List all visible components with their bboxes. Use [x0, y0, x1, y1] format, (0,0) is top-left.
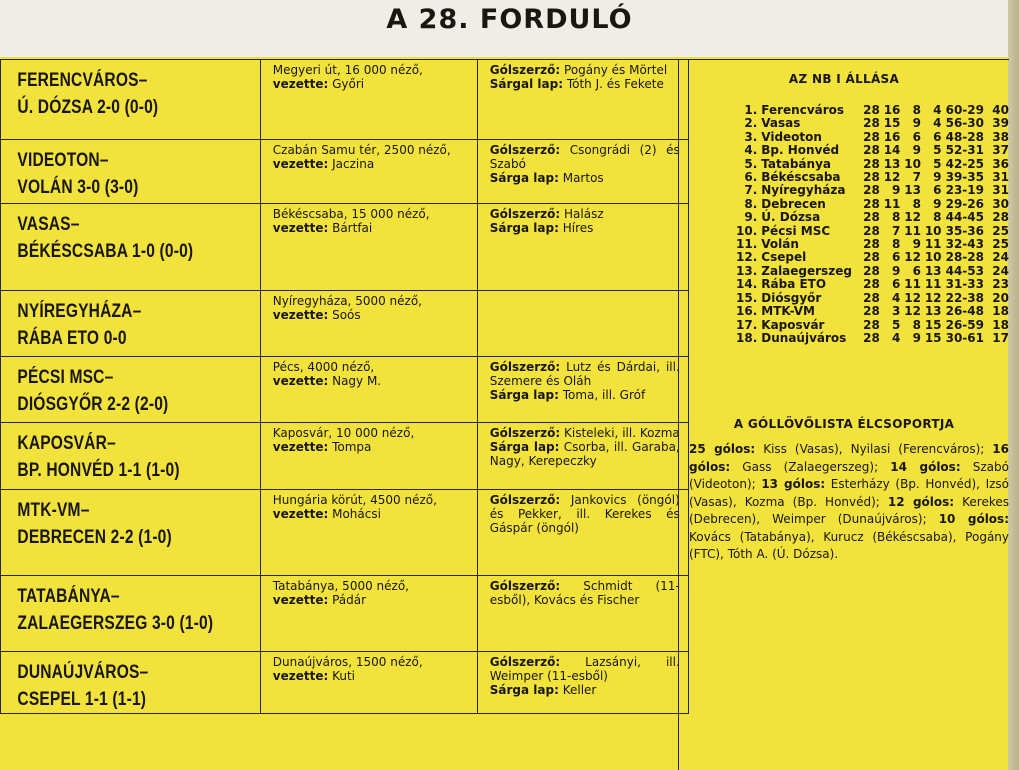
losses: 13	[924, 304, 942, 319]
played: 28	[863, 250, 880, 265]
draws: 12	[904, 290, 921, 305]
referee-name: Pádár	[332, 593, 367, 607]
cards-text: Tóth J. és Fekete	[566, 77, 664, 91]
losses: 15	[924, 330, 942, 345]
draws: 12	[904, 304, 921, 319]
match-line-1: KAPOSVÁR–	[17, 433, 116, 454]
referee-label: vezette:	[272, 308, 329, 322]
goal-diff: 30-61	[945, 330, 984, 345]
page-title: A 28. FORDULÓ	[386, 4, 633, 35]
referee-name: Soós	[332, 308, 361, 322]
wins: 16	[883, 129, 901, 144]
losses: 8	[933, 210, 942, 225]
wins: 3	[892, 304, 901, 319]
match-row	[1, 140, 689, 204]
referee-name: Tompa	[332, 440, 372, 454]
scorers-cell	[477, 490, 688, 576]
scorers-cell	[477, 204, 688, 291]
match-cell	[1, 291, 261, 357]
cards-label: Sárga lap:	[489, 440, 560, 454]
referee-name: Kuti	[332, 669, 356, 683]
match-cell	[1, 576, 261, 652]
match-line-2: VOLÁN 3-0 (3-0)	[17, 177, 139, 198]
match-row	[1, 60, 689, 140]
played: 28	[863, 237, 880, 252]
scorer-goal-count: 13 gólos:	[761, 477, 826, 491]
losses: 10	[924, 250, 942, 265]
team-name: Békéscsaba	[761, 170, 841, 185]
points: 37	[992, 143, 1009, 158]
venue-text: Hungária körút, 4500 néző,	[272, 493, 437, 507]
goals-label: Gólszerző:	[489, 579, 561, 593]
scorer-goal-count: 10 gólos:	[938, 512, 1009, 526]
played: 28	[863, 263, 880, 278]
wins: 4	[892, 290, 901, 305]
cards-label: Sárga lap:	[489, 171, 559, 185]
match-row	[1, 291, 689, 357]
draws: 7	[912, 170, 921, 185]
scorers-text	[689, 441, 1009, 564]
wins: 12	[883, 170, 901, 185]
draws: 12	[904, 210, 921, 225]
match-row	[1, 423, 689, 490]
points: 38	[992, 129, 1009, 144]
match-cell	[1, 490, 261, 576]
goal-diff: 28-28	[945, 250, 984, 265]
cards-text: Csorba, ill. Garaba, Nagy, Kerepeczky	[489, 440, 680, 468]
match-line-2: BP. HONVÉD 1-1 (1-0)	[17, 460, 180, 481]
scorers-cell	[477, 357, 688, 423]
match-line-1: VIDEOTON–	[17, 150, 109, 171]
goals-label: Gólszerző:	[489, 143, 561, 157]
standings-row	[736, 158, 1009, 171]
venue-cell	[260, 204, 477, 291]
team-name: Debrecen	[761, 196, 826, 211]
wins: 9	[892, 183, 901, 198]
losses: 11	[924, 237, 942, 252]
wins: 6	[892, 277, 901, 292]
draws: 9	[912, 143, 921, 158]
standings-row	[736, 292, 1009, 305]
rank: 5.	[744, 156, 758, 171]
goals-text: Schmidt (11-esből), Kovács és Fischer	[489, 579, 680, 607]
venue-cell	[260, 652, 477, 714]
team-name: Bp. Honvéd	[761, 143, 840, 158]
referee-label: vezette:	[272, 593, 329, 607]
points: 20	[992, 290, 1009, 305]
cards-text: Toma, ill. Gróf	[562, 388, 646, 402]
referee-label: vezette:	[272, 77, 329, 91]
scorers-cell	[477, 652, 688, 714]
rank: 3.	[744, 129, 758, 144]
team-name: Ferencváros	[761, 103, 845, 117]
played: 28	[863, 183, 880, 198]
match-line-2: DIÓSGYŐR 2-2 (2-0)	[17, 394, 169, 415]
rank: 9.	[744, 210, 758, 225]
match-line-2: BÉKÉSCSABA 1-0 (0-0)	[17, 241, 194, 262]
wins: 11	[883, 196, 901, 211]
referee-label: vezette:	[272, 669, 329, 683]
venue-text: Kaposvár, 10 000 néző,	[272, 426, 415, 440]
goal-diff: 23-19	[945, 183, 984, 198]
rank: 7.	[744, 183, 758, 198]
played: 28	[863, 317, 880, 332]
team-name: Videoton	[761, 129, 822, 144]
referee-label: vezette:	[272, 440, 329, 454]
wins: 8	[892, 210, 901, 225]
points: 25	[992, 237, 1009, 252]
goal-diff: 35-36	[945, 223, 984, 238]
match-line-2: RÁBA ETO 0-0	[17, 328, 127, 349]
goal-diff: 32-43	[945, 237, 984, 252]
played: 28	[863, 129, 880, 144]
rank: 17.	[736, 317, 758, 332]
rank: 13.	[736, 263, 758, 278]
losses: 15	[924, 317, 942, 332]
points: 31	[992, 183, 1009, 198]
standings-row	[736, 171, 1009, 184]
wins: 4	[892, 330, 901, 345]
match-line-1: NYÍREGYHÁZA–	[17, 301, 142, 322]
match-cell	[1, 60, 261, 140]
goal-diff: 60-29	[945, 103, 984, 117]
standings-row	[736, 319, 1009, 332]
goals-label: Gólszerző:	[489, 63, 561, 77]
cards-text: Keller	[562, 683, 597, 697]
scorer-goal-count: 25 gólos:	[689, 442, 756, 456]
venue-text: Tatabánya, 5000 néző,	[272, 579, 409, 593]
results-table	[0, 59, 689, 714]
venue-cell	[260, 576, 477, 652]
wins: 15	[883, 116, 901, 131]
losses: 10	[924, 223, 942, 238]
wins: 16	[883, 103, 901, 117]
venue-text: Czabán Samu tér, 2500 néző,	[272, 143, 451, 157]
losses: 9	[933, 170, 942, 185]
venue-cell	[260, 140, 477, 204]
team-name: Zalaegerszeg	[761, 263, 852, 278]
losses: 11	[924, 277, 942, 292]
losses: 4	[933, 116, 942, 131]
standings-row	[736, 211, 1009, 224]
venue-cell	[260, 490, 477, 576]
scorer-goal-count: 12 gólos:	[887, 494, 955, 509]
goals-text: Lazsányi, ill. Weimper (11-esből)	[489, 655, 680, 683]
scorer-names: Kerekes (Debrecen), Weimper (Dunaújváros);	[689, 494, 1009, 526]
goal-diff: 26-48	[945, 304, 984, 319]
played: 28	[863, 170, 880, 185]
draws: 6	[912, 263, 921, 278]
wins: 13	[883, 156, 901, 171]
played: 28	[863, 156, 880, 171]
played: 28	[863, 330, 880, 345]
draws: 9	[912, 116, 921, 131]
team-name: Dunaújváros	[761, 330, 847, 345]
scorers-cell	[477, 576, 688, 652]
scorer-names: Esterházy (Bp. Honvéd), Izsó (Vasas), Kozma (Bp. Honvéd);	[689, 477, 1009, 509]
right-panel	[678, 59, 1009, 770]
standings-table	[736, 104, 1009, 345]
goal-diff: 44-53	[945, 263, 984, 278]
standings-row	[736, 265, 1009, 278]
played: 28	[863, 116, 880, 131]
venue-cell	[260, 60, 477, 140]
rank: 6.	[744, 170, 758, 185]
page-edge	[1008, 0, 1019, 770]
points: 18	[992, 317, 1009, 332]
team-name: Ú. Dózsa	[761, 210, 821, 225]
draws: 9	[912, 237, 921, 252]
goals-label: Gólszerző:	[489, 360, 561, 374]
draws: 11	[904, 277, 921, 292]
goal-diff: 29-26	[945, 196, 984, 211]
draws: 13	[904, 183, 921, 198]
cards-text: Híres	[562, 221, 594, 235]
cards-label: Sárgal lap:	[489, 77, 564, 91]
played: 28	[863, 210, 880, 225]
referee-name: Bártfai	[332, 221, 373, 235]
played: 28	[863, 304, 880, 319]
scorer-goal-count: 14 gólos:	[890, 459, 961, 474]
team-name: Csepel	[761, 250, 807, 265]
goal-diff: 56-30	[945, 116, 984, 131]
wins: 5	[892, 317, 901, 332]
rank: 2.	[744, 116, 758, 131]
goals-label: Gólszerző:	[489, 426, 561, 440]
losses: 5	[933, 156, 942, 171]
losses: 5	[933, 143, 942, 158]
match-line-1: FERENCVÁROS–	[17, 70, 148, 91]
goal-diff: 42-25	[945, 156, 984, 171]
venue-text: Nyíregyháza, 5000 néző,	[272, 294, 422, 308]
goal-diff: 26-59	[945, 317, 984, 332]
played: 28	[863, 290, 880, 305]
standings-title: AZ NB I ÁLLÁSA	[788, 72, 900, 86]
referee-name: Győri	[332, 77, 365, 91]
scorer-names: Szabó (Videoton);	[689, 459, 1009, 491]
team-name: Vasas	[761, 116, 801, 131]
goals-label: Gólszerző:	[489, 655, 561, 669]
referee-label: vezette:	[272, 157, 329, 171]
rank: 11.	[736, 237, 758, 252]
referee-label: vezette:	[272, 507, 329, 521]
points: 28	[992, 210, 1009, 225]
match-row	[1, 357, 689, 423]
draws: 10	[904, 156, 921, 171]
rank: 16.	[736, 304, 758, 319]
referee-label: vezette:	[272, 221, 329, 235]
match-cell	[1, 357, 261, 423]
standings-row	[736, 251, 1009, 264]
referee-name: Jaczina	[332, 157, 375, 171]
played: 28	[863, 103, 880, 117]
venue-text: Pécs, 4000 néző,	[272, 360, 375, 374]
draws: 12	[904, 250, 921, 265]
scorer-names: Gass (Zalaegerszeg);	[730, 459, 891, 474]
wins: 8	[892, 237, 901, 252]
match-line-2: Ú. DÓZSA 2-0 (0-0)	[17, 97, 159, 118]
goal-diff: 39-35	[945, 170, 984, 185]
draws: 11	[904, 223, 921, 238]
match-row	[1, 490, 689, 576]
team-name: Volán	[761, 237, 799, 252]
points: 40	[992, 103, 1009, 117]
rank: 4.	[744, 143, 758, 158]
draws: 6	[912, 129, 921, 144]
cards-label: Sárga lap:	[489, 221, 559, 235]
team-name: Rába ETO	[761, 277, 827, 292]
rank: 14.	[736, 277, 758, 292]
venue-text: Békéscsaba, 15 000 néző,	[272, 207, 430, 221]
standings-row	[736, 144, 1009, 157]
scorers-cell	[477, 423, 688, 490]
referee-label: vezette:	[272, 374, 329, 388]
losses: 12	[924, 290, 942, 305]
venue-cell	[260, 291, 477, 357]
losses: 4	[933, 103, 942, 117]
match-row	[1, 652, 689, 714]
match-line-1: DUNAÚJVÁROS–	[17, 662, 149, 683]
points: 24	[992, 263, 1009, 278]
wins: 7	[892, 223, 901, 238]
standings-row	[736, 332, 1009, 345]
venue-text: Megyeri út, 16 000 néző,	[272, 63, 423, 77]
match-cell	[1, 204, 261, 291]
team-name: Pécsi MSC	[761, 223, 831, 238]
match-line-2: DEBRECEN 2-2 (1-0)	[17, 527, 172, 548]
cards-text: Martos	[562, 171, 604, 185]
match-line-1: PÉCSI MSC–	[17, 367, 114, 388]
goal-diff: 44-45	[945, 210, 984, 225]
goals-text: Csongrádi (2) és Szabó	[489, 143, 680, 171]
points: 24	[992, 250, 1009, 265]
wins: 9	[892, 263, 901, 278]
standings-row	[736, 305, 1009, 318]
points: 23	[992, 277, 1009, 292]
played: 28	[863, 196, 880, 211]
draws: 8	[912, 196, 921, 211]
match-cell	[1, 140, 261, 204]
goals-text: Kisteleki, ill. Kozma	[564, 426, 680, 440]
standings-row	[736, 104, 1009, 117]
rank: 18.	[736, 330, 758, 345]
points: 18	[992, 304, 1009, 319]
match-line-2: ZALAEGERSZEG 3-0 (1-0)	[17, 613, 214, 634]
scorers-title: A GÓLLÖVŐLISTA ÉLCSOPORTJA	[733, 417, 955, 431]
draws: 9	[912, 330, 921, 345]
rank: 1.	[744, 103, 758, 117]
rank: 10.	[736, 223, 758, 238]
match-row	[1, 576, 689, 652]
goals-text: Halász	[564, 207, 604, 221]
standings-row	[736, 225, 1009, 238]
goal-diff: 31-33	[945, 277, 984, 292]
team-name: MTK-VM	[761, 304, 815, 319]
points: 25	[992, 223, 1009, 238]
goals-text: Lutz és Dárdai, ill. Szemere és Oláh	[489, 360, 680, 388]
team-name: Nyíregyháza	[761, 183, 846, 198]
match-cell	[1, 652, 261, 714]
venue-text: Dunaújváros, 1500 néző,	[272, 655, 423, 669]
draws: 8	[912, 317, 921, 332]
wins: 14	[883, 143, 901, 158]
cards-label: Sárga lap:	[489, 683, 559, 697]
goal-diff: 52-31	[945, 143, 984, 158]
standings-row	[736, 131, 1009, 144]
referee-name: Nagy M.	[332, 374, 382, 388]
venue-cell	[260, 357, 477, 423]
rank: 12.	[736, 250, 758, 265]
points: 17	[992, 330, 1009, 345]
rank: 15.	[736, 290, 758, 305]
team-name: Tatabánya	[761, 156, 831, 171]
match-line-1: VASAS–	[17, 214, 80, 235]
standings-row	[736, 238, 1009, 251]
venue-cell	[260, 423, 477, 490]
standings-row	[736, 184, 1009, 197]
goals-text: Jankovics (öngól) és Pekker, ill. Kerekes és Gáspár (öngól)	[489, 493, 680, 535]
match-line-1: TATABÁNYA–	[17, 586, 120, 607]
scorer-goal-count: 16 gólos:	[689, 442, 1009, 474]
losses: 13	[924, 263, 942, 278]
goals-label: Gólszerző:	[489, 493, 561, 507]
match-row	[1, 204, 689, 291]
scorer-names: Kiss (Vasas), Nyilasi (Ferencváros);	[755, 442, 993, 456]
played: 28	[863, 143, 880, 158]
played: 28	[863, 223, 880, 238]
goals-text: Pogány és Mörtel	[564, 63, 668, 77]
losses: 9	[933, 196, 942, 211]
goal-diff: 48-28	[945, 129, 984, 144]
match-line-1: MTK-VM–	[17, 500, 90, 521]
scorers-cell	[477, 60, 688, 140]
draws: 8	[912, 103, 921, 117]
standings-row	[736, 278, 1009, 291]
rank: 8.	[744, 196, 758, 211]
scorers-cell	[477, 140, 688, 204]
match-cell	[1, 423, 261, 490]
points: 30	[992, 196, 1009, 211]
points: 31	[992, 170, 1009, 185]
scorers-cell	[477, 291, 688, 357]
scorer-names: Kovács (Tatabánya), Kurucz (Békéscsaba), Pogány (FTC), Tóth A. (Ú. Dózsa).	[689, 529, 1009, 561]
losses: 6	[933, 183, 942, 198]
team-name: Kaposvár	[761, 317, 825, 332]
wins: 6	[892, 250, 901, 265]
team-name: Diósgyőr	[761, 290, 822, 305]
played: 28	[863, 277, 880, 292]
goal-diff: 22-38	[945, 290, 984, 305]
standings-row	[736, 117, 1009, 130]
points: 39	[992, 116, 1009, 131]
match-line-2: CSEPEL 1-1 (1-1)	[17, 689, 147, 710]
losses: 6	[933, 129, 942, 144]
goals-label: Gólszerző:	[489, 207, 561, 221]
cards-label: Sárga lap:	[489, 388, 559, 402]
points: 36	[992, 156, 1009, 171]
referee-name: Mohácsi	[332, 507, 381, 521]
